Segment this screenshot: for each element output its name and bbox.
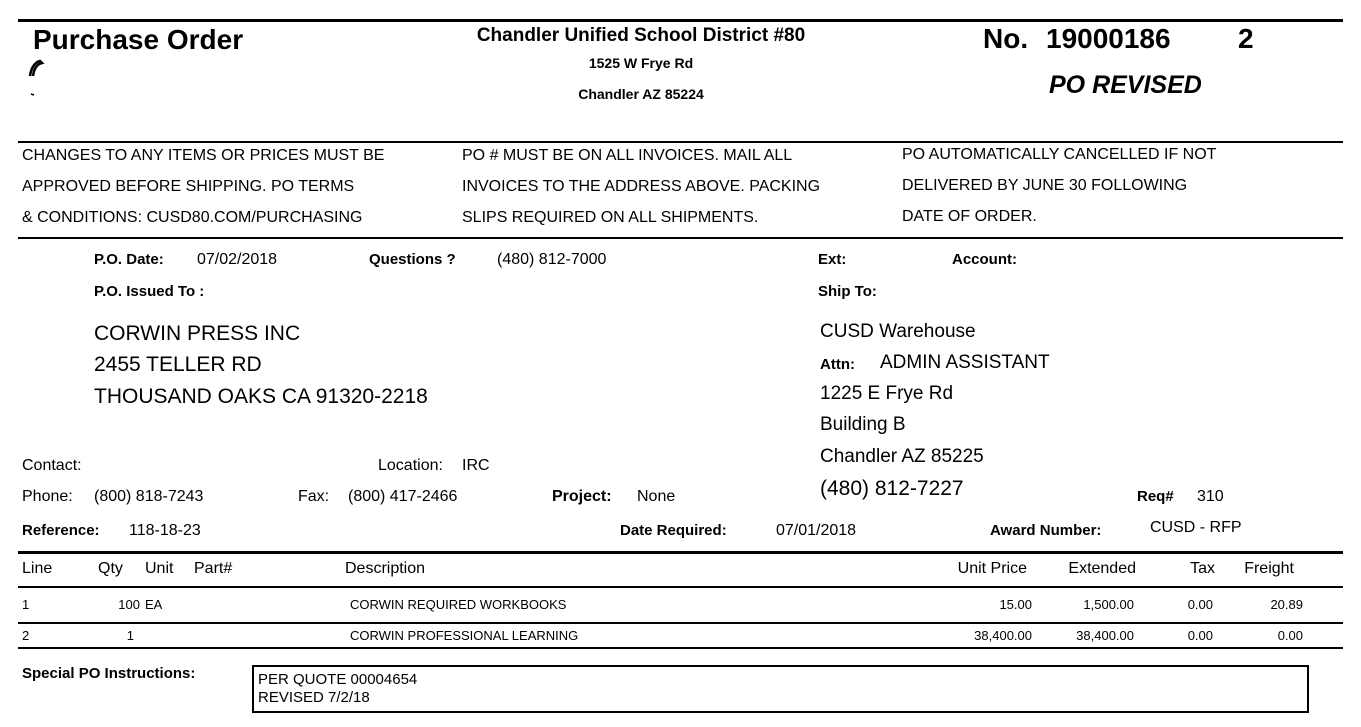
ship-to-city: Chandler AZ 85225 <box>820 446 984 467</box>
po-date-label: P.O. Date: <box>94 251 164 268</box>
vendor-street: 2455 TELLER RD <box>94 353 262 376</box>
questions-phone: (480) 812-7000 <box>497 251 607 268</box>
award-number-label: Award Number: <box>990 522 1102 539</box>
terms-line: PO # MUST BE ON ALL INVOICES. MAIL ALL <box>462 147 793 164</box>
attn-name: ADMIN ASSISTANT <box>880 352 1050 373</box>
special-instructions-label: Special PO Instructions: <box>22 665 196 682</box>
po-status: PO REVISED <box>1049 71 1202 99</box>
special-instructions-box <box>252 665 1309 713</box>
project-label: Project: <box>552 488 612 505</box>
fax-value: (800) 417-2466 <box>348 488 458 505</box>
row-extended: 38,400.00 <box>1076 628 1134 643</box>
contact-label: Contact: <box>22 457 82 474</box>
special-instruction-line: REVISED 7/2/18 <box>258 689 370 706</box>
row-line: 2 <box>22 628 30 643</box>
fax-label: Fax: <box>298 488 330 505</box>
document-title: Purchase Order <box>33 24 244 55</box>
row-unit-price: 15.00 <box>999 597 1032 612</box>
row-freight: 0.00 <box>1277 628 1303 643</box>
row-extended: 1,500.00 <box>1083 597 1134 612</box>
col-header-freight: Freight <box>1244 560 1294 577</box>
phone-value: (800) 818-7243 <box>94 488 204 505</box>
ship-to-building: Building B <box>820 414 906 435</box>
reference-label: Reference: <box>22 522 100 539</box>
vendor-city: THOUSAND OAKS CA 91320-2218 <box>94 385 428 408</box>
reference-value: 118-18-23 <box>129 522 201 539</box>
ship-to-label: Ship To: <box>818 283 877 300</box>
row-line: 1 <box>22 597 30 612</box>
row-unit-price: 38,400.00 <box>974 628 1032 643</box>
terms-line: SLIPS REQUIRED ON ALL SHIPMENTS. <box>462 209 759 226</box>
row-qty: 100 <box>118 597 140 612</box>
row-tax: 0.00 <box>1187 628 1213 643</box>
row-description: CORWIN PROFESSIONAL LEARNING <box>350 628 579 643</box>
col-header-qty: Qty <box>98 560 123 577</box>
date-required-value: 07/01/2018 <box>776 522 857 539</box>
row-tax: 0.00 <box>1187 597 1213 612</box>
revision-number: 2 <box>1238 23 1254 54</box>
table-row-rule <box>18 622 1343 624</box>
ship-to-name: CUSD Warehouse <box>820 321 976 342</box>
req-value: 310 <box>1197 488 1224 505</box>
ship-to-phone: (480) 812-7227 <box>820 477 964 500</box>
district-name: Chandler Unified School District #80 <box>476 25 806 46</box>
table-bottom-rule <box>18 647 1343 649</box>
account-label: Account: <box>952 251 1017 268</box>
terms-column-2 <box>462 140 820 233</box>
row-description: CORWIN REQUIRED WORKBOOKS <box>350 597 567 612</box>
top-rule <box>18 19 1343 22</box>
col-header-extended: Extended <box>1068 560 1136 577</box>
table-header-rule <box>18 586 1343 588</box>
col-header-part: Part# <box>194 560 233 577</box>
questions-label: Questions ? <box>369 251 456 268</box>
po-number-label: No. <box>983 23 1029 54</box>
district-address-line1: 1525 W Frye Rd <box>588 55 694 71</box>
vendor-name: CORWIN PRESS INC <box>94 322 301 345</box>
row-unit: EA <box>145 597 163 612</box>
req-label: Req# <box>1137 488 1174 505</box>
terms-column-1 <box>22 140 384 233</box>
ext-label: Ext: <box>818 251 847 268</box>
terms-column-3 <box>902 139 1216 232</box>
terms-line: PO AUTOMATICALLY CANCELLED IF NOT <box>902 146 1217 163</box>
pen-mark-icon <box>27 58 47 98</box>
phone-label: Phone: <box>22 488 73 505</box>
col-header-tax: Tax <box>1190 560 1215 577</box>
project-value: None <box>637 488 676 505</box>
location-label: Location: <box>378 457 443 474</box>
terms-line: CHANGES TO ANY ITEMS OR PRICES MUST BE <box>22 147 385 164</box>
terms-bottom-rule <box>18 237 1343 239</box>
ship-to-street: 1225 E Frye Rd <box>820 383 954 404</box>
row-freight: 20.89 <box>1270 597 1303 612</box>
col-header-unit: Unit <box>145 560 174 577</box>
district-address-line2: Chandler AZ 85224 <box>578 86 704 102</box>
special-instruction-line: PER QUOTE 00004654 <box>258 671 418 688</box>
terms-line: DELIVERED BY JUNE 30 FOLLOWING <box>902 177 1188 194</box>
col-header-unit-price: Unit Price <box>957 560 1027 577</box>
terms-line: APPROVED BEFORE SHIPPING. PO TERMS <box>22 178 355 195</box>
location-value: IRC <box>462 457 490 474</box>
table-top-rule <box>18 551 1343 554</box>
award-number-value: CUSD - RFP <box>1150 519 1242 536</box>
po-date: 07/02/2018 <box>197 251 278 268</box>
terms-line: & CONDITIONS: CUSD80.COM/PURCHASING <box>22 209 363 226</box>
attn-label: Attn: <box>820 356 855 373</box>
col-header-line: Line <box>22 560 53 577</box>
date-required-label: Date Required: <box>620 522 727 539</box>
issued-to-label: P.O. Issued To : <box>94 283 205 300</box>
col-header-description: Description <box>345 560 426 577</box>
terms-line: INVOICES TO THE ADDRESS ABOVE. PACKING <box>462 178 821 195</box>
po-number: 19000186 <box>1046 23 1171 54</box>
terms-line: DATE OF ORDER. <box>902 208 1037 225</box>
row-qty: 1 <box>126 628 134 643</box>
